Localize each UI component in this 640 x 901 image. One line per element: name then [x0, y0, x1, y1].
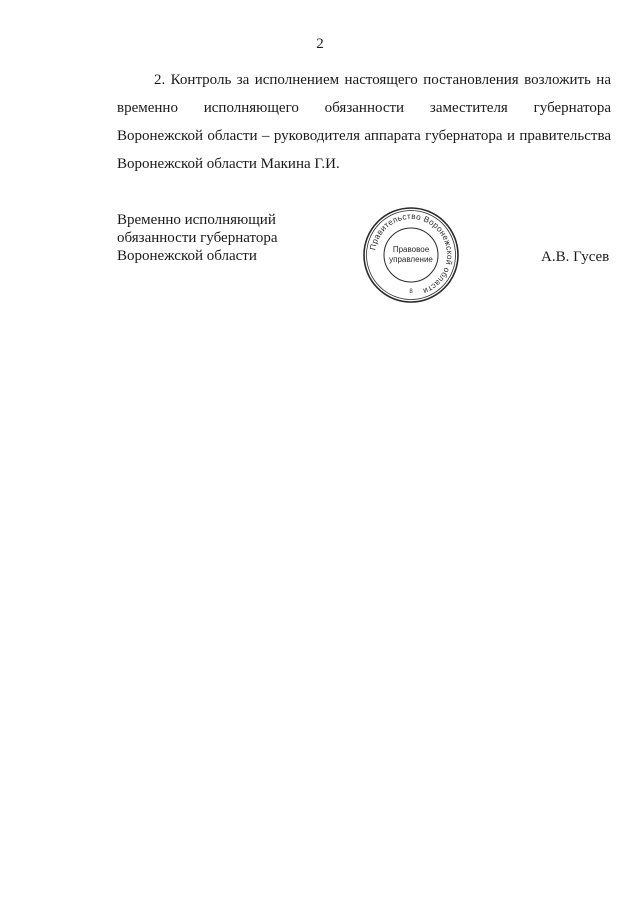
page-number: 2 — [316, 36, 324, 52]
signatory-title-line-3: Воронежской области — [117, 248, 257, 264]
signatory-name: А.В. Гусев — [541, 249, 610, 265]
seal-center-line-2: управление — [389, 255, 433, 264]
seal-center-line-1: Правовое — [392, 245, 430, 254]
seal-stamp-icon — [361, 205, 461, 305]
body-paragraph: 2. Контроль за исполнением настоящего постановления возложить на временно исполняющего обязанности заместителя губернатора Воронежской области – руководителя аппарата губернатора и правительства Воронежской области Макина Г.И. — [117, 72, 611, 172]
official-seal — [361, 205, 461, 305]
signatory-title — [117, 211, 278, 265]
signatory-title-line-1: Временно исполняющий — [117, 212, 276, 228]
seal-outer-text: Правительство Воронежской области — [368, 211, 455, 296]
signatory-title-line-2: обязанности губернатора — [117, 230, 278, 246]
seal-mark: 8 — [409, 289, 413, 295]
